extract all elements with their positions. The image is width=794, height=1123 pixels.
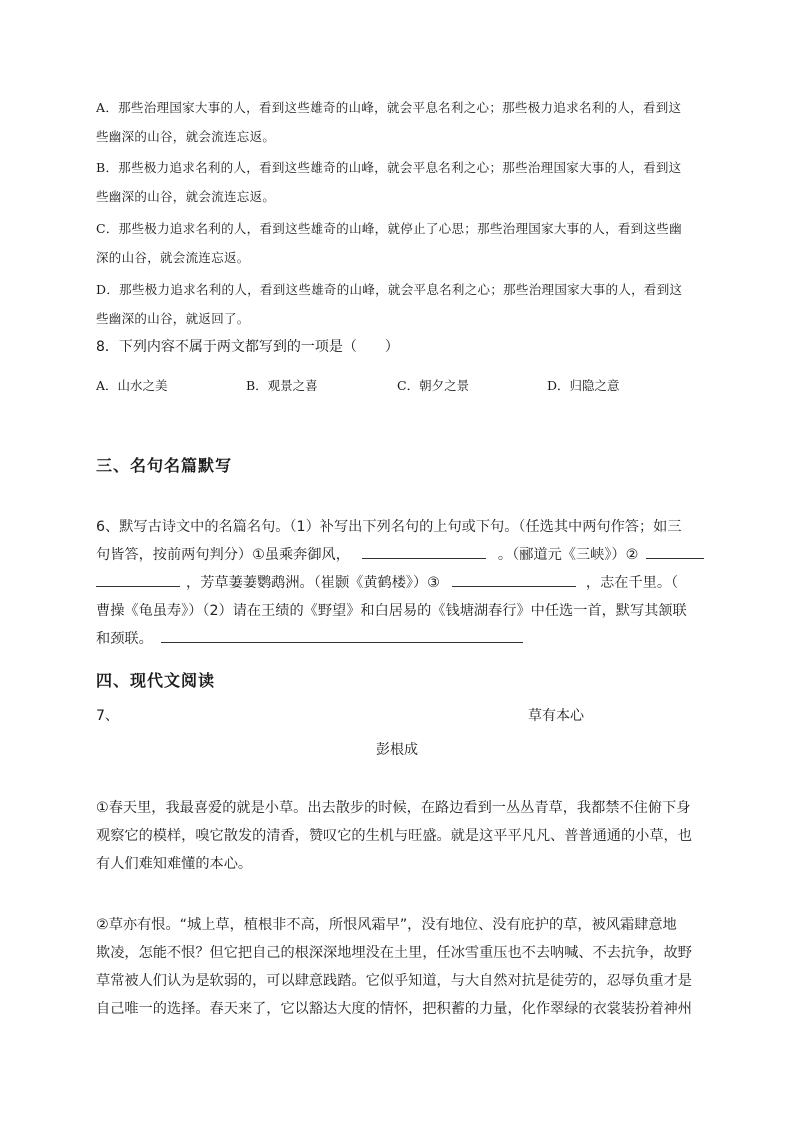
blank-2a[interactable]: [646, 542, 704, 559]
article-author: 彭根成: [376, 742, 418, 758]
option-d: [96, 275, 700, 333]
option-a: [96, 93, 700, 151]
blank-2b[interactable]: [96, 570, 180, 587]
q8-choice-d: D．归隐之意: [547, 378, 620, 393]
q8-choice-a: A．山水之美: [96, 378, 168, 393]
section-3-heading: 三、名句名篇默写: [96, 456, 233, 475]
option-b-line-1: B．那些极力追求名利的人，看到这些雄奇的山峰，就会平息名利之心；那些治理国家大事的人，看到这: [96, 160, 682, 175]
option-a-line-2: 些幽深的山谷，就会流连忘返。: [96, 129, 276, 144]
q6-line-3-b: ，志在千里。（: [585, 575, 679, 591]
q8-choice-b: B．观景之喜: [246, 378, 318, 393]
p2-line-1: ②草亦有恨。“城上草，植根非不高，所恨风霜早”，没有地位、没有庇护的草，被风霜肆意地: [96, 917, 677, 933]
option-d-line-1: D．那些极力追求名利的人，看到这些雄奇的山峰，就会平息名利之心；那些治理国家大事的人，看到这: [96, 282, 683, 297]
p2-line-4: 自己唯一的选择。春天来了，它以豁达大度的情怀，把积蓄的力量，化作翠绿的衣裳装扮着神州: [96, 1001, 692, 1017]
p1-line-2: 观察它的模样，嗅它散发的清香，赞叹它的生机与旺盛。就是这平平凡凡、普普通通的小草，也: [96, 828, 692, 844]
blank-1[interactable]: [362, 542, 486, 559]
q8-choice-c: C．朝夕之景: [397, 378, 470, 393]
option-b-line-2: 些幽深的山谷，就会流连忘返。: [96, 189, 276, 204]
q6-line-3-a: ，芳草萋萋鹦鹉洲。（崔颢《黄鹤楼》）③: [186, 575, 440, 591]
question-6: [96, 513, 700, 653]
q6-line-1: 6、默写古诗文中的名篇名句。（1）补写出下列名句的上句或下句。（任选其中两句作答；如三: [96, 519, 682, 535]
q6-line-2-b: 。（郦道元《三峡》）②: [497, 547, 639, 563]
p2-line-3: 草常被人们认为是软弱的，可以肆意践踏。它似乎知道，与大自然对抗是徒劳的，忍辱负重才是: [96, 973, 692, 989]
question-8-stem: 8．下列内容不属于两文都写到的一项是（ ）: [96, 339, 399, 355]
option-c-line-2: 深的山谷，就会流连忘返。: [96, 250, 250, 265]
paragraph-1: [96, 794, 700, 878]
option-d-line-2: 些幽深的山谷，就返回了。: [96, 311, 250, 326]
blank-3[interactable]: [452, 570, 576, 587]
paragraph-2: [96, 911, 700, 1023]
p1-line-1: ①春天里，我最喜爱的就是小草。出去散步的时候，在路边看到一丛丛青草，我都禁不住俯下身: [96, 800, 691, 816]
option-b: [96, 153, 700, 211]
p1-line-3: 有人们难知难懂的本心。: [96, 856, 253, 872]
q6-line-2: [96, 541, 700, 569]
article-title: 草有本心: [528, 708, 584, 724]
q6-line-4: 曹操《龟虽寿》）（2）请在王绩的《野望》和白居易的《钱塘湖春行》中任选一首，默写其颔联: [96, 603, 687, 619]
q6-line-5: [96, 625, 700, 653]
p2-line-2: 欺凌，怎能不恨？但它把自己的根深深地埋没在土里，任冰雪重压也不去呐喊、不去抗争，故野: [96, 945, 692, 961]
q6-line-3: [96, 569, 700, 597]
q6-line-2-a: 句皆答，按前两句判分）①虽乘奔御风，: [96, 547, 350, 563]
option-c: [96, 214, 700, 272]
question-7-number: 7、: [96, 708, 119, 724]
section-4-heading: 四、现代文阅读: [96, 671, 216, 690]
blank-4[interactable]: [161, 626, 523, 643]
q6-line-5-a: 和颈联。: [96, 631, 153, 647]
option-c-line-1: C．那些极力追求名利的人，看到这些雄奇的山峰，就停止了心思；那些治理国家大事的人，看到这些幽: [96, 221, 682, 236]
option-a-line-1: A．那些治理国家大事的人，看到这些雄奇的山峰，就会平息名利之心；那些极力追求名利的人，看到这: [96, 100, 682, 115]
